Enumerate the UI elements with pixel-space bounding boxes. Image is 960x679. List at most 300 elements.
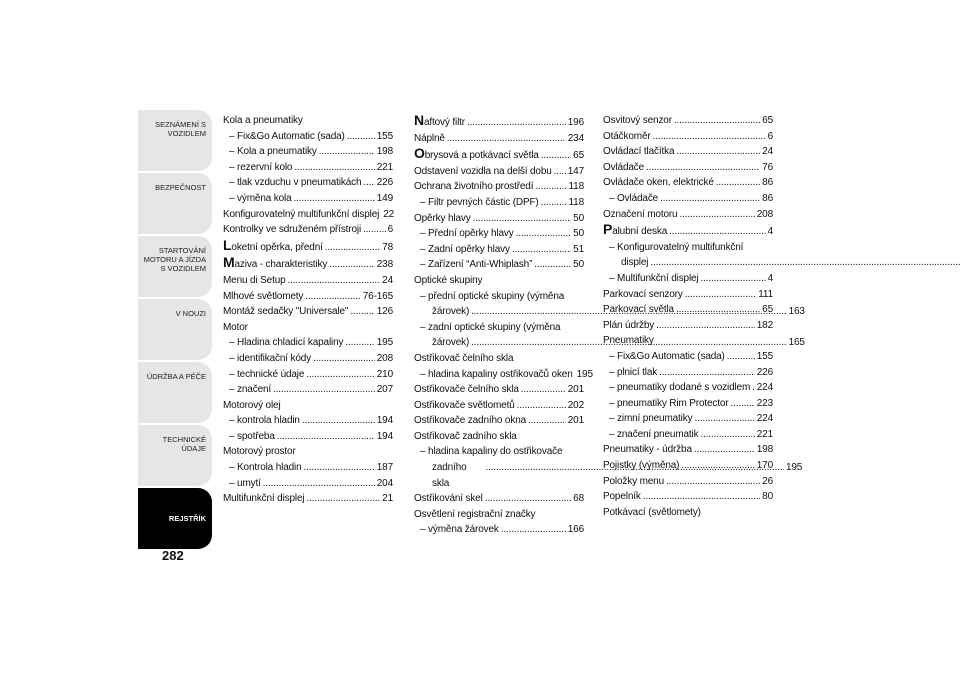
- index-page-ref: 196: [567, 117, 584, 128]
- index-page-ref: 165: [788, 337, 805, 349]
- index-subentry[interactable]: [603, 411, 773, 427]
- index-subentry[interactable]: [223, 367, 393, 383]
- index-label: [420, 195, 539, 211]
- index-label: [609, 365, 657, 381]
- dot-leader: [329, 257, 375, 273]
- index-label: [609, 427, 698, 443]
- index-label-line2: displej: [621, 257, 649, 269]
- index-entry[interactable]: [603, 129, 773, 145]
- index-entry[interactable]: [414, 398, 584, 414]
- dot-leader: [277, 429, 375, 445]
- index-page-ref: 198: [376, 146, 393, 158]
- dot-leader: [350, 304, 374, 320]
- index-entry[interactable]: [223, 273, 393, 289]
- dot-leader: [467, 115, 566, 131]
- index-page-ref: 194: [376, 415, 393, 427]
- dot-leader: [656, 318, 755, 334]
- chapter-tab[interactable]: [138, 110, 212, 171]
- index-label-text: – technické údaje: [229, 368, 305, 380]
- index-page-ref: 111: [758, 288, 773, 300]
- index-label-text: – Kola a pneumatiky: [229, 146, 317, 158]
- index-page-ref: 68: [573, 493, 584, 505]
- index-subentry[interactable]: [223, 160, 393, 176]
- index-label: [603, 302, 674, 318]
- index-entry[interactable]: [223, 304, 393, 320]
- index-page-ref: 50: [573, 228, 584, 240]
- dot-leader: [653, 129, 766, 145]
- index-label-text: Popelník: [603, 491, 641, 503]
- index-heading: Kola a pneumatiky: [223, 115, 303, 126]
- index-label: [603, 287, 683, 303]
- index-page-ref: 221: [376, 161, 393, 173]
- index-label: [414, 398, 515, 414]
- index-label: [223, 273, 286, 289]
- index-label-text: Ovládací tlačítka: [603, 146, 675, 158]
- index-subentry-text: [609, 240, 960, 271]
- index-label: [420, 367, 573, 383]
- index-label-text: – Kontrola hladin: [229, 462, 302, 474]
- dot-leader: [700, 427, 754, 443]
- index-label-line1: – hladina kapaliny do ostřikovače: [420, 446, 563, 458]
- index-label: [603, 160, 644, 176]
- index-label-text: aftový filtr: [423, 117, 465, 128]
- index-heading: Potkávací (světlomety): [603, 506, 701, 518]
- index-page-ref: 210: [376, 368, 393, 380]
- index-page-ref: 204: [376, 477, 393, 489]
- index-page-ref: 163: [788, 306, 805, 318]
- index-label-text: Ostřikovače zadního okna: [414, 415, 527, 427]
- dot-leader: [313, 351, 375, 367]
- index-label: [223, 255, 327, 273]
- index-label: [229, 175, 361, 191]
- index-entry[interactable]: [414, 491, 584, 507]
- dot-leader: [685, 287, 757, 303]
- index-subentry[interactable]: [414, 257, 584, 273]
- index-entry[interactable]: [223, 238, 393, 256]
- chapter-tab-label: TECHNICKÉ ÚDAJE: [162, 435, 206, 453]
- index-page-ref: 195: [576, 368, 593, 380]
- dot-leader: [319, 144, 375, 160]
- dot-leader: [263, 476, 375, 492]
- chapter-tabs: [138, 110, 212, 551]
- index-entry[interactable]: [603, 222, 773, 240]
- index-label-text: Označení motoru: [603, 208, 678, 220]
- index-page-ref: 198: [756, 444, 773, 456]
- index-initial-letter: P: [603, 221, 613, 238]
- index-subentry[interactable]: [603, 365, 773, 381]
- dot-leader: [294, 191, 375, 207]
- index-page-ref: 76: [762, 161, 773, 173]
- dot-leader: [694, 411, 754, 427]
- index-label: [414, 491, 483, 507]
- index-entry[interactable]: [223, 222, 393, 238]
- index-label: [420, 242, 510, 258]
- index-entry[interactable]: [603, 175, 773, 191]
- index-label-line2: žárovek): [432, 306, 470, 318]
- index-page-ref: 155: [756, 350, 773, 362]
- dot-leader: [669, 224, 765, 240]
- index-label-text: Náplně: [414, 132, 445, 144]
- index-label: [609, 396, 728, 412]
- index-label: [223, 304, 348, 320]
- index-initial-letter: N: [414, 112, 424, 128]
- index-page-ref: 221: [756, 428, 773, 440]
- index-page-ref: 24: [382, 274, 393, 286]
- index-label: [603, 442, 692, 458]
- dot-leader: [304, 460, 375, 476]
- index-label: [603, 222, 667, 240]
- index-label: [229, 429, 275, 445]
- index-label: [414, 413, 526, 429]
- index-label-text: Ovládače: [603, 161, 645, 173]
- index-label-line1: – zadní optické skupiny (výměna: [420, 321, 561, 333]
- index-label-text: Ostřikovače světlometů: [414, 399, 515, 411]
- chapter-tab[interactable]: [138, 362, 212, 423]
- index-page-ref: 126: [376, 306, 393, 318]
- index-label-text: Mlhové světlomety: [223, 290, 304, 302]
- index-label: [609, 191, 658, 207]
- index-label-text: Pojistky (výměna): [603, 460, 680, 472]
- dot-leader: [516, 226, 572, 242]
- dot-leader: [325, 240, 380, 256]
- index-page-ref: 65: [762, 115, 773, 126]
- index-label-text: – značení: [229, 384, 272, 396]
- dot-leader: [752, 380, 755, 396]
- index-subentry[interactable]: [223, 476, 393, 492]
- index-label-text: – identifikační kódy: [229, 352, 312, 364]
- index-page-ref: 149: [376, 192, 393, 204]
- index-label-text: – Fix&Go Automatic (sada): [229, 130, 345, 142]
- index-label-text: Parkovací světla: [603, 304, 674, 316]
- dot-leader: [674, 113, 760, 129]
- index-label-text: – hladina kapaliny ostřikovačů oken: [420, 368, 573, 380]
- index-label: [229, 144, 317, 160]
- dot-leader: [517, 398, 566, 414]
- dot-leader: [534, 257, 571, 273]
- index-label-text: – zimní pneumatiky: [609, 413, 693, 425]
- dot-leader: [512, 242, 571, 258]
- index-label-text: Plán údržby: [603, 319, 655, 331]
- index-subentry[interactable]: [223, 191, 393, 207]
- index-subentry[interactable]: [223, 429, 393, 445]
- chapter-tab-label: V NOUZI: [175, 309, 206, 318]
- index-label: [229, 382, 271, 398]
- index-page-ref: 6: [767, 130, 773, 142]
- index-subentry[interactable]: [603, 380, 773, 396]
- index-page-ref: 155: [376, 130, 393, 142]
- dot-leader: [646, 160, 760, 176]
- index-label-text: – výměna kola: [229, 192, 292, 204]
- index-page-ref: 4: [767, 272, 773, 284]
- dot-leader: [345, 335, 374, 351]
- dot-leader: [659, 365, 755, 381]
- index-page-ref: 194: [376, 430, 393, 442]
- chapter-tab[interactable]: [138, 299, 212, 360]
- index-label: [420, 257, 532, 273]
- chapter-tab[interactable]: [138, 173, 212, 234]
- index-page-ref: 201: [567, 384, 584, 396]
- index-label: [229, 476, 261, 492]
- index-page-ref: 201: [567, 415, 584, 427]
- index-label-text: Ovládače oken, elektrické: [603, 177, 714, 189]
- index-label: [223, 207, 379, 223]
- index-subentry[interactable]: [603, 396, 773, 412]
- index-label-text: Ostřikovače čelního skla: [414, 384, 519, 396]
- dot-leader: [485, 491, 571, 507]
- dot-leader: [305, 289, 360, 305]
- index-subentry[interactable]: [414, 367, 593, 383]
- index-entry[interactable]: [223, 491, 393, 507]
- index-label: [609, 380, 750, 396]
- index-label-text: Otáčkoměr: [603, 130, 651, 142]
- index-label: [414, 164, 552, 180]
- index-entry[interactable]: [223, 289, 393, 305]
- index-label: [229, 413, 300, 429]
- index-page-ref: 223: [756, 397, 773, 409]
- index-page-ref: 6: [387, 224, 393, 236]
- dot-leader: [306, 491, 380, 507]
- chapter-tab[interactable]: [138, 488, 212, 549]
- index-label: [603, 207, 677, 223]
- index-page-ref: 65: [762, 304, 773, 316]
- index-label-text: – Zadní opěrky hlavy: [420, 243, 510, 255]
- index-subentry[interactable]: [223, 351, 393, 367]
- dot-leader: [660, 191, 760, 207]
- index-label-text: – pneumatiky Rim Protector: [609, 397, 729, 409]
- chapter-tab-label: BEZPEČNOST: [155, 183, 206, 192]
- index-subentry[interactable]: [414, 242, 584, 258]
- dot-leader: [302, 413, 375, 429]
- index-label: [609, 411, 692, 427]
- index-page-ref: 22: [383, 208, 395, 220]
- index-entry[interactable]: [414, 146, 584, 164]
- index-heading: Optické skupiny: [414, 274, 483, 286]
- chapter-tab-label: REJSTŘÍK: [168, 514, 206, 523]
- index-initial-letter: M: [223, 254, 235, 271]
- index-subentry[interactable]: [603, 240, 773, 271]
- index-label: [603, 175, 714, 191]
- index-label: [229, 351, 311, 367]
- index-label: [603, 474, 664, 490]
- index-label: [414, 382, 519, 398]
- index-label: [414, 211, 471, 227]
- dot-leader: [541, 148, 571, 164]
- index-subentry[interactable]: [603, 271, 773, 287]
- index-subentry[interactable]: [603, 349, 773, 365]
- index-entry[interactable]: [603, 489, 773, 505]
- index-entry[interactable]: [223, 207, 393, 223]
- index-subentry[interactable]: [223, 175, 393, 191]
- index-label: [229, 160, 292, 176]
- dot-leader: [363, 175, 374, 191]
- index-label: [223, 289, 303, 305]
- index-label-text: Pneumatiky - údržba: [603, 444, 692, 456]
- index-entry[interactable]: [603, 287, 773, 303]
- index-label-text: Multifunkční displej: [223, 493, 305, 505]
- index-label: [603, 489, 641, 505]
- index-page-ref: 24: [762, 146, 773, 158]
- dot-leader: [650, 255, 960, 271]
- index-subentry[interactable]: [223, 335, 393, 351]
- index-entry[interactable]: [603, 458, 773, 474]
- index-label-text: – rezervní kolo: [229, 161, 293, 173]
- page-number: 282: [162, 548, 184, 563]
- index-page-ref: 226: [756, 366, 773, 378]
- index-label-text: – Multifunkční displej: [609, 272, 699, 284]
- index-label-text: Konfigurovatelný multifunkční displej: [223, 208, 380, 220]
- dot-leader: [727, 349, 755, 365]
- index-subentry[interactable]: [603, 191, 773, 207]
- index-label: [223, 491, 304, 507]
- index-page-ref: 50: [573, 212, 584, 224]
- index-label: [414, 131, 445, 147]
- index-label-text: – Přední opěrky hlavy: [420, 228, 514, 240]
- dot-leader: [294, 160, 374, 176]
- index-entry[interactable]: [414, 382, 584, 398]
- index-label-text: alubní deska: [612, 226, 668, 238]
- index-page-ref: 224: [756, 413, 773, 425]
- index-label-text: – Filtr pevných částic (DPF): [420, 196, 539, 208]
- dot-leader: [679, 207, 754, 223]
- chapter-tab[interactable]: [138, 425, 212, 486]
- index-label: [420, 522, 499, 538]
- index-initial-letter: O: [414, 145, 425, 162]
- dot-leader: [694, 442, 755, 458]
- index-label: [420, 226, 514, 242]
- index-page-ref: 195: [785, 462, 803, 474]
- index-label: [603, 458, 679, 474]
- index-label: [229, 367, 304, 383]
- index-entry[interactable]: [603, 474, 773, 490]
- index-entry[interactable]: [414, 179, 584, 195]
- index-label-line2: žárovek): [432, 337, 470, 349]
- dot-leader: [473, 211, 572, 227]
- index-label-text: Kontrolky ve sdruženém přístroji: [223, 224, 362, 236]
- index-heading: Motor: [223, 321, 248, 333]
- index-label: [414, 179, 533, 195]
- index-label-text: – spotřeba: [229, 430, 275, 442]
- index-entry[interactable]: [414, 113, 584, 131]
- dot-leader: [681, 458, 754, 474]
- index-label-text: Ostřikování skel: [414, 493, 483, 505]
- index-label-text: – tlak vzduchu v pneumatikách: [229, 177, 362, 189]
- index-page-ref: 170: [756, 460, 773, 472]
- index-entry[interactable]: [223, 255, 393, 273]
- index-entry[interactable]: [603, 302, 773, 318]
- index-subentry[interactable]: [414, 226, 584, 242]
- index-label: [603, 129, 651, 145]
- index-entry[interactable]: [414, 211, 584, 227]
- dot-leader: [676, 144, 760, 160]
- index-label: [229, 129, 345, 145]
- dot-leader: [541, 195, 567, 211]
- index-label-text: Montáž sedačky "Universale": [223, 306, 349, 318]
- dot-leader: [447, 131, 566, 147]
- index-label-line2-row: [609, 255, 960, 271]
- index-page-ref: 51: [573, 243, 584, 255]
- index-page-ref: 86: [762, 192, 773, 204]
- index-label: [414, 113, 465, 131]
- index-subentry[interactable]: [223, 129, 393, 145]
- index-label-text: – plnicí tlak: [609, 366, 658, 378]
- index-label-text: Položky menu: [603, 475, 665, 487]
- index-entry[interactable]: [414, 131, 584, 147]
- index-label-text: oketní opěrka, přední: [231, 241, 323, 253]
- index-label: [229, 335, 343, 351]
- chapter-tab[interactable]: [138, 236, 212, 297]
- index-label-text: Parkovací senzory: [603, 288, 683, 300]
- index-subentry[interactable]: [414, 522, 584, 538]
- index-label-line1: – Konfigurovatelný multifunkční: [609, 241, 744, 253]
- index-page-ref: 26: [762, 475, 773, 487]
- index-page-ref: 187: [376, 462, 393, 474]
- index-entry[interactable]: [414, 413, 584, 429]
- dot-leader: [273, 382, 375, 398]
- dot-leader: [288, 273, 381, 289]
- dot-leader: [535, 179, 566, 195]
- index-page-ref: 208: [756, 208, 773, 220]
- index-label: [229, 460, 302, 476]
- index-entry[interactable]: [603, 160, 773, 176]
- index-page-ref: 65: [573, 150, 584, 162]
- dot-leader: [521, 382, 566, 398]
- index-page-ref: 4: [767, 226, 773, 238]
- index-entry[interactable]: [414, 164, 584, 180]
- index-heading: Osvětlení registrační značky: [414, 508, 536, 520]
- index-label-text: – Fix&Go Automatic (sada): [609, 350, 725, 362]
- index-label-text: – Ovládače: [609, 192, 659, 204]
- dot-leader: [716, 175, 760, 191]
- index-label-text: brysová a potkávací světla: [424, 150, 539, 162]
- chapter-tab-label: SEZNÁMENÍ S VOZIDLEM: [155, 120, 206, 138]
- index-heading: Motorový prostor: [223, 446, 296, 458]
- index-page-ref: 202: [567, 399, 584, 411]
- index-page-ref: 207: [376, 384, 393, 396]
- index-subentry[interactable]: [223, 413, 393, 429]
- index-entry[interactable]: [603, 144, 773, 160]
- dot-leader: [701, 271, 766, 287]
- index-label-text: – značení pneumatik: [609, 428, 699, 440]
- index-page-ref: 86: [762, 177, 773, 189]
- index-page-ref: 234: [567, 132, 584, 144]
- dot-leader: [554, 164, 566, 180]
- index-subentry[interactable]: [603, 427, 773, 443]
- index-subentry[interactable]: [223, 144, 393, 160]
- index-label: [609, 349, 725, 365]
- index-column-1: [223, 113, 393, 507]
- index-page-ref: 238: [376, 259, 393, 271]
- index-heading: Motorový olej: [223, 399, 281, 411]
- index-label-text: Ochrana životního prostředí: [414, 181, 534, 193]
- index-subentry[interactable]: [414, 195, 584, 211]
- index-page-ref: 226: [376, 177, 393, 189]
- index-entry[interactable]: [603, 113, 773, 129]
- index-label-text: Odstavení vozidla na delší dobu: [414, 165, 552, 177]
- index-heading: Pneumatiky: [603, 335, 654, 347]
- index-page-ref: 21: [382, 493, 393, 505]
- index-entry[interactable]: [603, 207, 773, 223]
- index-subentry[interactable]: [223, 460, 393, 476]
- dot-leader: [643, 489, 760, 505]
- index-subentry[interactable]: [223, 382, 393, 398]
- index-entry[interactable]: [603, 318, 773, 334]
- index-label-text: – umytí: [229, 477, 261, 489]
- index-entry[interactable]: [603, 442, 773, 458]
- index-label: [229, 191, 292, 207]
- index-label: [223, 222, 361, 238]
- index-label-line1: – přední optické skupiny (výměna: [420, 290, 565, 302]
- dot-leader: [363, 222, 386, 238]
